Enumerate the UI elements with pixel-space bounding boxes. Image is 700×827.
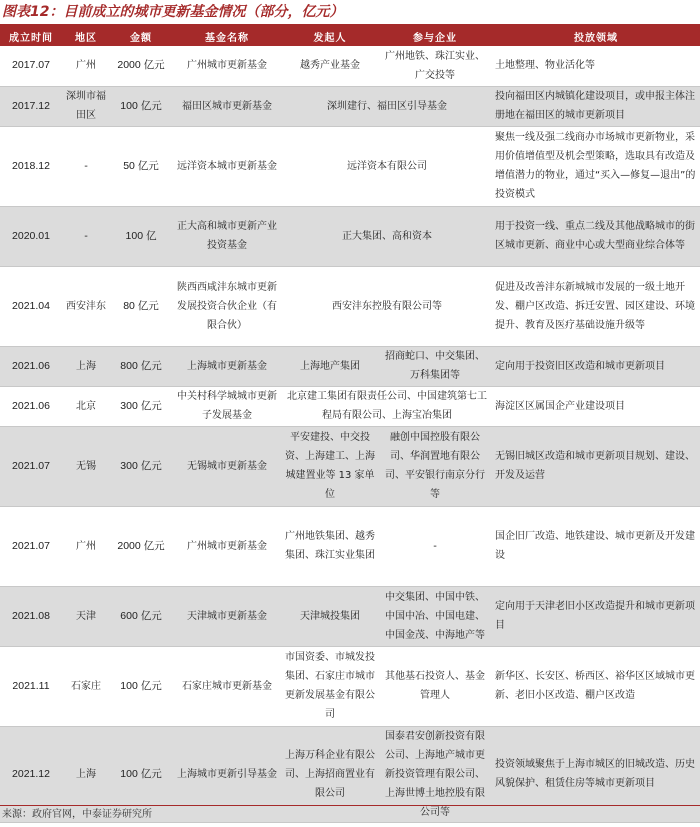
table-row — [0, 386, 700, 426]
table-row — [0, 646, 700, 726]
sponsor-cell: 天津城投集团 — [282, 586, 378, 646]
date-cell: 2021.12 — [0, 726, 62, 822]
amount-cell: 100 亿元 — [110, 726, 172, 822]
invest-field-cell: 国企旧厂改造、地铁建设、城市更新及开发建设 — [492, 506, 700, 586]
fund-name-cell: 广州城市更新基金 — [172, 46, 282, 86]
sponsor-cell: 广州地铁集团、越秀集团、珠江实业集团 — [282, 506, 378, 586]
date-cell: 2018.12 — [0, 126, 62, 206]
amount-cell: 100 亿 — [110, 206, 172, 266]
amount-cell: 2000 亿元 — [110, 46, 172, 86]
invest-field-cell: 定向用于天津老旧小区改造提升和城市更新项目 — [492, 586, 700, 646]
participants-cell: - — [378, 506, 492, 586]
region-cell: 上海 — [62, 346, 110, 386]
fund-name-cell: 正大高和城市更新产业投资基金 — [172, 206, 282, 266]
fund-table — [0, 26, 700, 823]
header-participants: 参与企业 — [378, 26, 492, 46]
invest-field-cell: 用于投资一线、重点二线及其他战略城市的街区城市更新、商业中心或大型商业综合体等 — [492, 206, 700, 266]
sponsor-cell: 上海万科企业有限公司、上海招商置业有限公司 — [282, 726, 378, 822]
header-region: 地区 — [62, 26, 110, 46]
table-row — [0, 126, 700, 206]
table-header-row — [0, 26, 700, 46]
table-row — [0, 426, 700, 506]
participants-cell: 招商蛇口、中交集团、万科集团等 — [378, 346, 492, 386]
sponsor-participants-cell: 正大集团、高和资本 — [282, 206, 492, 266]
date-cell: 2021.07 — [0, 506, 62, 586]
region-cell: - — [62, 126, 110, 206]
table-row — [0, 266, 700, 346]
invest-field-cell: 聚焦一线及强二线商办市场城市更新物业，采用价值增值型及机会型策略，选取具有改造及增值潜力的物业，通过“买入—修复—退出”的投资模式 — [492, 126, 700, 206]
invest-field-cell: 投资领域聚焦于上海市城区的旧城改造、历史风貌保护、租赁住房等城市更新项目 — [492, 726, 700, 822]
amount-cell: 2000 亿元 — [110, 506, 172, 586]
fund-name-cell: 上海城市更新基金 — [172, 346, 282, 386]
region-cell: 西安沣东 — [62, 266, 110, 346]
fund-name-cell: 无锡城市更新基金 — [172, 426, 282, 506]
sponsor-cell: 市国资委、市城发投集团、石家庄市城市更新发展基金有限公司 — [282, 646, 378, 726]
table-body — [0, 46, 700, 822]
invest-field-cell: 促进及改善沣东新城城市发展的一级土地开发、棚户区改造、拆迁安置、园区建设、环境提升、教育及医疗基础设施升级等 — [492, 266, 700, 346]
fund-name-cell: 广州城市更新基金 — [172, 506, 282, 586]
sponsor-participants-cell: 深圳建行、福田区引导基金 — [282, 86, 492, 126]
date-cell: 2017.12 — [0, 86, 62, 126]
fund-name-cell: 石家庄城市更新基金 — [172, 646, 282, 726]
table-row — [0, 586, 700, 646]
sponsor-cell: 上海地产集团 — [282, 346, 378, 386]
participants-cell: 国泰君安创新投资有限公司、上海地产城市更新投资管理有限公司、上海世博土地控股有限公司等 — [378, 726, 492, 822]
participants-cell: 融创中国控股有限公司、华润置地有限公司、平安银行南京分行等 — [378, 426, 492, 506]
header-invest: 投放领域 — [492, 26, 700, 46]
invest-field-cell: 新华区、长安区、桥西区、裕华区区域城市更新、老旧小区改造、棚户区改造 — [492, 646, 700, 726]
date-cell: 2021.06 — [0, 386, 62, 426]
region-cell: 石家庄 — [62, 646, 110, 726]
amount-cell: 600 亿元 — [110, 586, 172, 646]
date-cell: 2021.06 — [0, 346, 62, 386]
amount-cell: 300 亿元 — [110, 386, 172, 426]
fund-name-cell: 福田区城市更新基金 — [172, 86, 282, 126]
amount-cell: 100 亿元 — [110, 86, 172, 126]
amount-cell: 80 亿元 — [110, 266, 172, 346]
invest-field-cell: 投向福田区内城镇化建设项目，或申报主体注册地在福田区的城市更新项目 — [492, 86, 700, 126]
fund-name-cell: 上海城市更新引导基金 — [172, 726, 282, 822]
date-cell: 2021.08 — [0, 586, 62, 646]
participants-cell: 广州地铁、珠江实业、广交投等 — [378, 46, 492, 86]
header-fund: 基金名称 — [172, 26, 282, 46]
invest-field-cell: 海淀区区属国企产业建设项目 — [492, 386, 700, 426]
header-sponsor: 发起人 — [282, 26, 378, 46]
table-row — [0, 206, 700, 266]
date-cell: 2020.01 — [0, 206, 62, 266]
figure-title: 图表12：目前成立的城市更新基金情况（部分，亿元） — [2, 4, 344, 20]
table-row — [0, 46, 700, 86]
date-cell: 2017.07 — [0, 46, 62, 86]
date-cell: 2021.07 — [0, 426, 62, 506]
date-cell: 2021.11 — [0, 646, 62, 726]
fund-name-cell: 陕西西咸沣东城市更新发展投资合伙企业（有限合伙） — [172, 266, 282, 346]
table-row — [0, 506, 700, 586]
sponsor-cell: 越秀产业基金 — [282, 46, 378, 86]
fund-name-cell: 天津城市更新基金 — [172, 586, 282, 646]
header-date: 成立时间 — [0, 26, 62, 46]
region-cell: 天津 — [62, 586, 110, 646]
source-note: 来源：政府官网，中泰证券研究所 — [2, 809, 152, 820]
amount-cell: 800 亿元 — [110, 346, 172, 386]
participants-cell: 其他基石投资人、基金管理人 — [378, 646, 492, 726]
invest-field-cell: 定向用于投资旧区改造和城市更新项目 — [492, 346, 700, 386]
amount-cell: 50 亿元 — [110, 126, 172, 206]
fund-name-cell: 远洋资本城市更新基金 — [172, 126, 282, 206]
invest-field-cell: 无锡旧城区改造和城市更新项目规划、建设、开发及运营 — [492, 426, 700, 506]
participants-cell: 中交集团、中国中铁、中国中冶、中国电建、中国金茂、中海地产等 — [378, 586, 492, 646]
region-cell: 无锡 — [62, 426, 110, 506]
region-cell: 深圳市福田区 — [62, 86, 110, 126]
fund-name-cell: 中关村科学城城市更新子发展基金 — [172, 386, 282, 426]
date-cell: 2021.04 — [0, 266, 62, 346]
sponsor-participants-cell: 远洋资本有限公司 — [282, 126, 492, 206]
invest-field-cell: 土地整理、物业活化等 — [492, 46, 700, 86]
sponsor-participants-cell: 西安沣东控股有限公司等 — [282, 266, 492, 346]
sponsor-cell: 平安建投、中交投资、上海建工、上海城建置业等 13 家单位 — [282, 426, 378, 506]
amount-cell: 300 亿元 — [110, 426, 172, 506]
sponsor-participants-cell: 北京建工集团有限责任公司、中国建筑第七工程局有限公司、上海宝冶集团 — [282, 386, 492, 426]
region-cell: 北京 — [62, 386, 110, 426]
amount-cell: 100 亿元 — [110, 646, 172, 726]
table-row — [0, 346, 700, 386]
region-cell: 广州 — [62, 46, 110, 86]
header-amount: 金额 — [110, 26, 172, 46]
region-cell: 广州 — [62, 506, 110, 586]
table-row — [0, 86, 700, 126]
region-cell: 上海 — [62, 726, 110, 822]
region-cell: - — [62, 206, 110, 266]
